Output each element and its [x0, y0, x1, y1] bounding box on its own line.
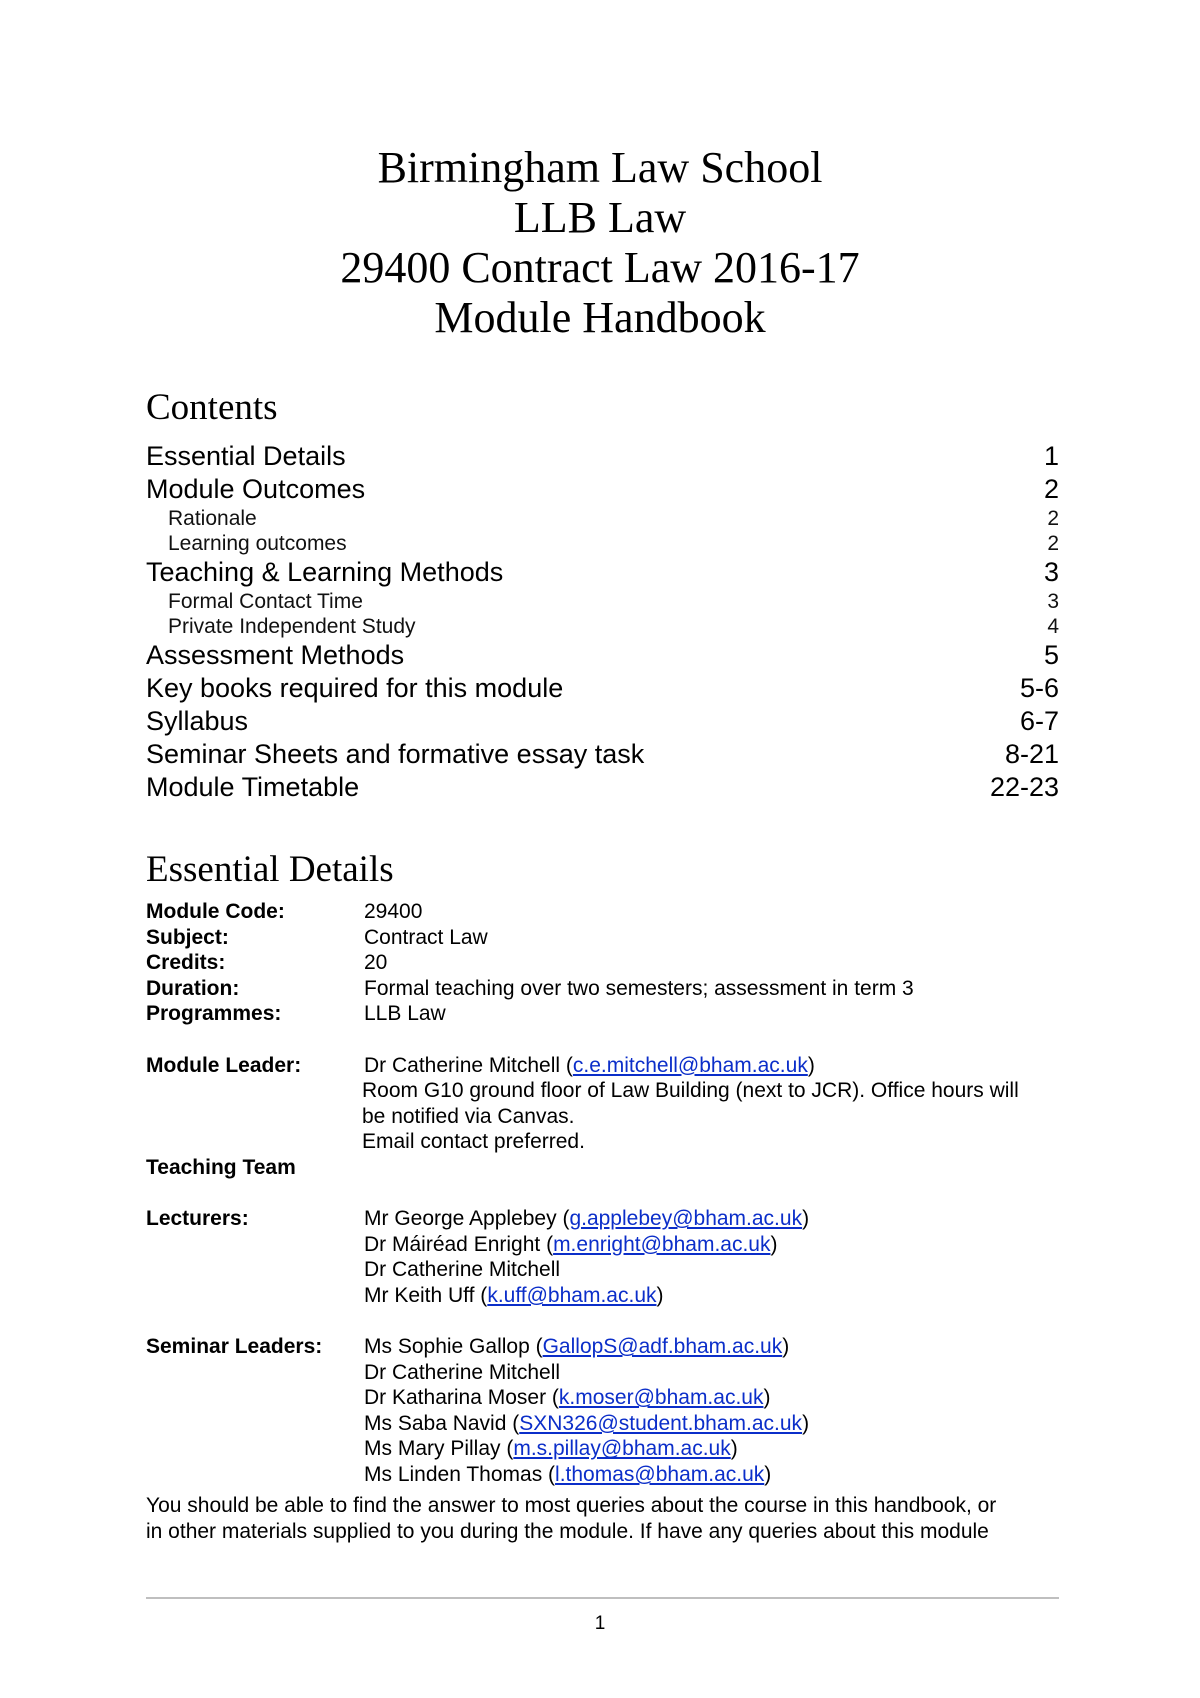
- spacer: [146, 1181, 1066, 1207]
- spacer: [146, 1027, 1066, 1053]
- toc-entry-page: 2: [1043, 474, 1059, 504]
- email-link[interactable]: GallopS@adf.bham.ac.uk: [542, 1335, 783, 1359]
- toc-entry-page: 3: [1047, 590, 1059, 613]
- person-entry: [364, 1411, 1066, 1437]
- paren: ): [802, 1207, 810, 1231]
- toc-entry-label: Rationale: [168, 507, 257, 530]
- detail-label: Subject:: [146, 925, 229, 949]
- toc-entry-page: 2: [1047, 507, 1059, 530]
- person-entry: [364, 1206, 1066, 1232]
- detail-row-lecturers: [146, 1206, 1066, 1308]
- paren: ): [764, 1463, 772, 1487]
- person-entry: [364, 1283, 1066, 1309]
- toc-entry-label: Assessment Methods: [146, 640, 405, 670]
- detail-label: Teaching Team: [146, 1155, 296, 1179]
- detail-row-module-leader: [146, 1053, 1066, 1079]
- leader-contact-line: Email contact preferred.: [362, 1130, 585, 1154]
- person-name: Dr Máiréad Enright (: [364, 1232, 554, 1256]
- detail-value: Contract Law: [364, 925, 488, 949]
- paragraph-line: in other materials supplied to you during the module. If have any queries about this module: [146, 1519, 989, 1543]
- toc-entry-label: Learning outcomes: [168, 532, 347, 555]
- detail-label: Module Leader:: [146, 1053, 302, 1077]
- detail-label: Seminar Leaders:: [146, 1335, 323, 1359]
- paren: ): [802, 1411, 810, 1435]
- toc-entry[interactable]: [146, 473, 1059, 506]
- detail-row-subject: [146, 925, 1066, 951]
- seminar-leaders-list: [364, 1334, 1066, 1488]
- email-link[interactable]: k.uff@bham.ac.uk: [487, 1283, 657, 1307]
- detail-row-programmes: [146, 1001, 1066, 1027]
- closing-paragraph: [146, 1493, 1066, 1544]
- detail-label: Module Code:: [146, 900, 285, 923]
- toc-entry-label: Teaching & Learning Methods: [146, 557, 504, 587]
- toc-entry-page: 5-6: [1019, 673, 1059, 703]
- paren: ): [770, 1232, 778, 1256]
- email-link[interactable]: m.s.pillay@bham.ac.uk: [513, 1437, 731, 1461]
- paren: ): [782, 1335, 790, 1359]
- page-number: 1: [594, 1613, 606, 1634]
- toc-entry-label: Module Outcomes: [146, 474, 366, 504]
- person-name: Mr George Applebey (: [364, 1207, 570, 1231]
- paren: ): [730, 1437, 738, 1461]
- person-entry: [364, 1334, 1066, 1360]
- essential-details-heading: Essential Details: [146, 849, 394, 890]
- toc-entry-page: 8-21: [1004, 739, 1059, 769]
- detail-value: Formal teaching over two semesters; assessment in term 3: [364, 976, 914, 1000]
- toc-entry[interactable]: [146, 705, 1059, 738]
- detail-row-teaching-team: [146, 1155, 1066, 1181]
- toc-entry[interactable]: [146, 771, 1059, 804]
- detail-value: LLB Law: [364, 1002, 446, 1026]
- person-name: Ms Sophie Gallop (: [364, 1335, 543, 1359]
- contents-heading: Contents: [146, 387, 278, 428]
- toc-entry-label: Essential Details: [146, 441, 346, 471]
- table-of-contents: [146, 440, 1059, 804]
- person-entry: [364, 1462, 1066, 1488]
- email-link[interactable]: k.moser@bham.ac.uk: [558, 1386, 764, 1410]
- toc-entry-page: 4: [1047, 615, 1059, 638]
- paren: ): [763, 1386, 771, 1410]
- toc-entry[interactable]: [146, 738, 1059, 771]
- person-entry: [364, 1385, 1066, 1411]
- leader-office-line: Room G10 ground floor of Law Building (next to JCR). Office hours will: [362, 1079, 1019, 1103]
- detail-row-duration: [146, 976, 1066, 1002]
- toc-entry-page: 5: [1043, 640, 1059, 670]
- person-name: Ms Saba Navid (: [364, 1411, 520, 1435]
- detail-label: Lecturers:: [146, 1207, 249, 1231]
- toc-entry[interactable]: [146, 639, 1059, 672]
- toc-entry-label: Formal Contact Time: [168, 590, 363, 613]
- essential-details: [146, 899, 1066, 1488]
- detail-label: Credits:: [146, 951, 226, 975]
- leader-name: Dr Catherine Mitchell (: [364, 1053, 573, 1077]
- detail-value: 20: [364, 951, 388, 975]
- lecturers-list: [364, 1206, 1066, 1308]
- email-link[interactable]: m.enright@bham.ac.uk: [553, 1232, 771, 1256]
- title-line-programme: LLB Law: [513, 193, 687, 242]
- leader-canvas-line: be notified via Canvas.: [362, 1104, 575, 1128]
- toc-entry[interactable]: [146, 589, 1059, 614]
- toc-entry-page: 3: [1043, 557, 1059, 587]
- paren: ): [807, 1053, 815, 1077]
- person-name: Mr Keith Uff (: [364, 1283, 488, 1307]
- detail-value: [364, 1053, 1066, 1079]
- toc-entry-label: Seminar Sheets and formative essay task: [146, 739, 645, 769]
- toc-entry[interactable]: [146, 672, 1059, 705]
- person-name: Dr Catherine Mitchell: [364, 1258, 561, 1282]
- detail-value: 29400: [364, 900, 423, 923]
- toc-entry-page: 1: [1043, 441, 1059, 471]
- detail-label: Programmes:: [146, 1002, 282, 1026]
- toc-entry-label: Private Independent Study: [168, 615, 416, 638]
- toc-entry-page: 22-23: [989, 772, 1059, 802]
- toc-entry-page: 6-7: [1019, 706, 1059, 736]
- person-entry: [364, 1257, 1066, 1283]
- toc-entry-label: Syllabus: [146, 706, 249, 736]
- toc-entry-label: Key books required for this module: [146, 673, 564, 703]
- person-name: Ms Linden Thomas (: [364, 1463, 556, 1487]
- paragraph-line: You should be able to find the answer to most queries about the course in this handbook, or: [146, 1494, 997, 1517]
- spacer: [146, 1309, 1066, 1335]
- person-name: Dr Catherine Mitchell: [364, 1360, 561, 1384]
- title-line-school: Birmingham Law School: [377, 143, 823, 192]
- person-entry: [364, 1232, 1066, 1258]
- footer-divider: [146, 1597, 1059, 1599]
- email-link[interactable]: g.applebey@bham.ac.uk: [569, 1207, 803, 1231]
- toc-entry-page: 2: [1047, 532, 1059, 555]
- toc-entry[interactable]: [146, 556, 1059, 589]
- toc-entry-label: Module Timetable: [146, 772, 360, 802]
- document-title: [0, 143, 1200, 343]
- person-entry: [364, 1436, 1066, 1462]
- detail-row-credits: [146, 950, 1066, 976]
- email-link[interactable]: c.e.mitchell@bham.ac.uk: [572, 1053, 808, 1077]
- email-link[interactable]: l.thomas@bham.ac.uk: [555, 1463, 765, 1487]
- toc-entry[interactable]: [146, 614, 1059, 639]
- person-name: Dr Katharina Moser (: [364, 1386, 559, 1410]
- detail-row-seminar-leaders: [146, 1334, 1066, 1488]
- toc-entry[interactable]: [146, 531, 1059, 556]
- email-link[interactable]: SXN326@student.bham.ac.uk: [519, 1411, 803, 1435]
- detail-row-module-code: [146, 899, 1066, 925]
- toc-entry[interactable]: [146, 506, 1059, 531]
- detail-label: Duration:: [146, 976, 240, 1000]
- title-line-handbook: Module Handbook: [434, 293, 766, 342]
- title-line-module: 29400 Contract Law 2016-17: [340, 243, 860, 292]
- person-name: Ms Mary Pillay (: [364, 1437, 514, 1461]
- toc-entry[interactable]: [146, 440, 1059, 473]
- paren: ): [656, 1283, 664, 1307]
- person-entry: [364, 1360, 1066, 1386]
